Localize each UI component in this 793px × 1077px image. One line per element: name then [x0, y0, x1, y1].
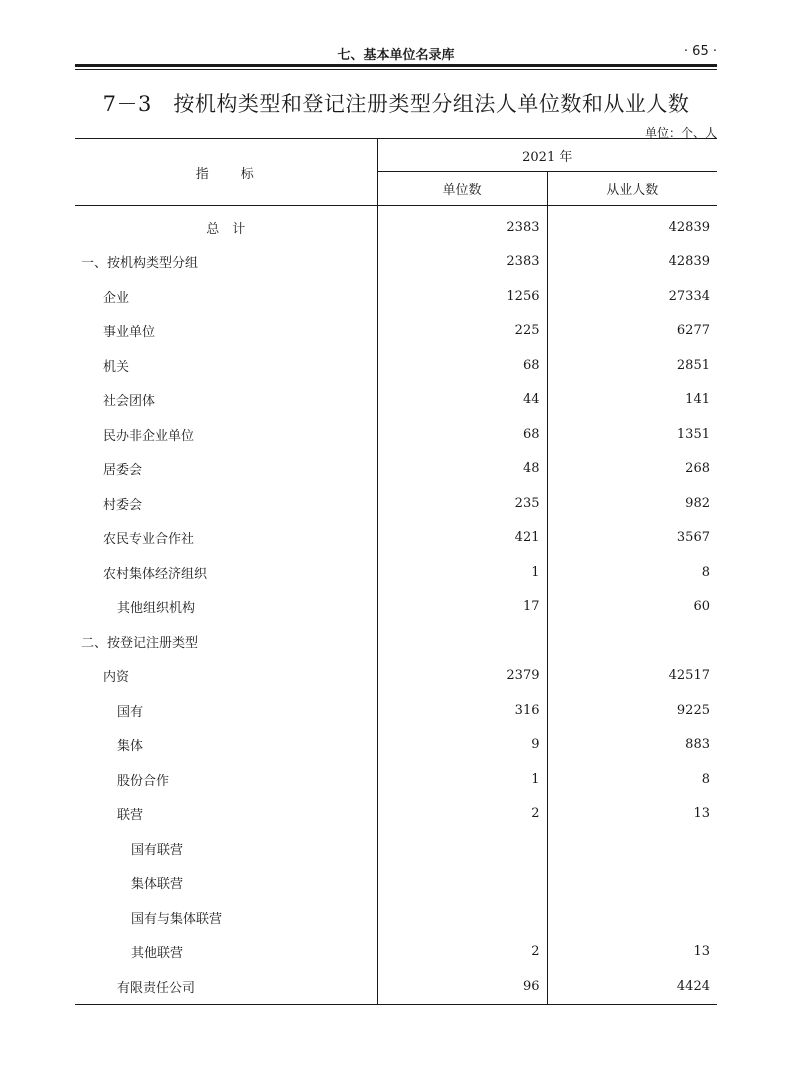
- table-row: [75, 969, 717, 1004]
- row-employees: 268: [685, 461, 710, 477]
- row-label: 机关: [75, 348, 377, 383]
- row-employees: 60: [693, 599, 710, 615]
- row-employees: 42517: [668, 668, 710, 684]
- row-label: 国有: [75, 693, 377, 728]
- row-label: 联营: [75, 797, 377, 832]
- row-employees: 8: [701, 564, 710, 580]
- row-employees: 883: [685, 737, 710, 753]
- table-row: [75, 866, 717, 901]
- row-label: 内资: [75, 659, 377, 694]
- table-row: [75, 693, 717, 728]
- row-label: 企业: [75, 279, 377, 314]
- row-units: 1: [377, 555, 547, 590]
- units-header: 单位数: [377, 172, 547, 206]
- row-label: 事业单位: [75, 314, 377, 349]
- row-units: 316: [377, 693, 547, 728]
- row-units: 235: [377, 486, 547, 521]
- header-rule-thick: [75, 64, 717, 67]
- row-employees: 1351: [676, 426, 710, 442]
- row-label: 其他组织机构: [75, 590, 377, 625]
- table-row: [75, 314, 717, 349]
- table-row: [75, 797, 717, 832]
- table-row: [75, 383, 717, 418]
- row-employees: 141: [685, 392, 710, 408]
- row-units: 421: [377, 521, 547, 556]
- row-label: 二、按登记注册类型: [75, 624, 377, 659]
- row-label: 股份合作: [75, 762, 377, 797]
- employees-header: 从业人数: [547, 172, 717, 206]
- row-label: 村委会: [75, 486, 377, 521]
- table-row: [75, 417, 717, 452]
- row-units: 96: [377, 969, 547, 1004]
- row-units: [377, 900, 547, 935]
- row-units: 1256: [377, 279, 547, 314]
- row-label: 有限责任公司: [75, 969, 377, 1004]
- row-employees: [547, 624, 717, 659]
- row-employees: 3567: [676, 530, 710, 546]
- running-header: [75, 38, 717, 62]
- row-employees: 4424: [547, 969, 717, 1004]
- table-row: [75, 521, 717, 556]
- row-label: 农民专业合作社: [75, 521, 377, 556]
- row-units: 68: [377, 417, 547, 452]
- row-units: 48: [377, 452, 547, 487]
- row-units: 9: [377, 728, 547, 763]
- row-units: 2: [377, 935, 547, 970]
- table-row: [75, 935, 717, 970]
- table-row: [75, 279, 717, 314]
- row-label: 居委会: [75, 452, 377, 487]
- row-label: 其他联营: [75, 935, 377, 970]
- row-units: 2383: [377, 206, 547, 245]
- row-employees: 6277: [676, 323, 710, 339]
- row-employees: 2851: [676, 357, 710, 373]
- row-employees: 982: [685, 495, 710, 511]
- row-label: 一、按机构类型分组: [75, 245, 377, 280]
- table-title: 7－3 按机构类型和登记注册类型分组法人单位数和从业人数: [102, 92, 690, 116]
- table-row: [75, 831, 717, 866]
- page-number: · 65 ·: [683, 44, 717, 59]
- table-row: [75, 590, 717, 625]
- unit-note: 单位：个、人: [644, 126, 717, 140]
- row-units: 17: [377, 590, 547, 625]
- row-units: [377, 866, 547, 901]
- row-employees: [547, 831, 717, 866]
- row-employees: 8: [701, 771, 710, 787]
- row-units: [377, 831, 547, 866]
- row-employees: 42839: [668, 219, 710, 235]
- indicator-header: 指 标: [75, 139, 377, 206]
- row-label: 国有联营: [75, 831, 377, 866]
- table-row: [75, 624, 717, 659]
- table-row: [75, 659, 717, 694]
- row-units: 44: [377, 383, 547, 418]
- table-row: [75, 206, 717, 245]
- row-label: 民办非企业单位: [75, 417, 377, 452]
- row-employees: 42839: [668, 254, 710, 270]
- table-row: [75, 555, 717, 590]
- table-row: [75, 452, 717, 487]
- row-units: 225: [377, 314, 547, 349]
- row-units: 68: [377, 348, 547, 383]
- row-label: 总 计: [75, 206, 377, 245]
- row-employees: 13: [693, 806, 710, 822]
- row-units: 2: [377, 797, 547, 832]
- table-row: [75, 728, 717, 763]
- table-row: [75, 245, 717, 280]
- running-header-title: 七、基本单位名录库: [337, 48, 455, 63]
- row-employees: [547, 866, 717, 901]
- row-employees: 13: [693, 944, 710, 960]
- row-employees: 27334: [668, 288, 710, 304]
- table-row: [75, 762, 717, 797]
- header-rule-thin: [75, 69, 717, 70]
- row-units: [377, 624, 547, 659]
- row-label: 农村集体经济组织: [75, 555, 377, 590]
- row-units: 2383: [377, 245, 547, 280]
- row-label: 集体: [75, 728, 377, 763]
- table-row: [75, 486, 717, 521]
- row-label: 集体联营: [75, 866, 377, 901]
- row-units: 1: [377, 762, 547, 797]
- row-label: 国有与集体联营: [75, 900, 377, 935]
- table-row: [75, 900, 717, 935]
- row-units: 2379: [377, 659, 547, 694]
- row-label: 社会团体: [75, 383, 377, 418]
- data-table: [75, 138, 717, 1005]
- year-header: 2021 年: [377, 139, 717, 172]
- row-employees: 9225: [676, 702, 710, 718]
- table-row: [75, 348, 717, 383]
- row-employees: [547, 900, 717, 935]
